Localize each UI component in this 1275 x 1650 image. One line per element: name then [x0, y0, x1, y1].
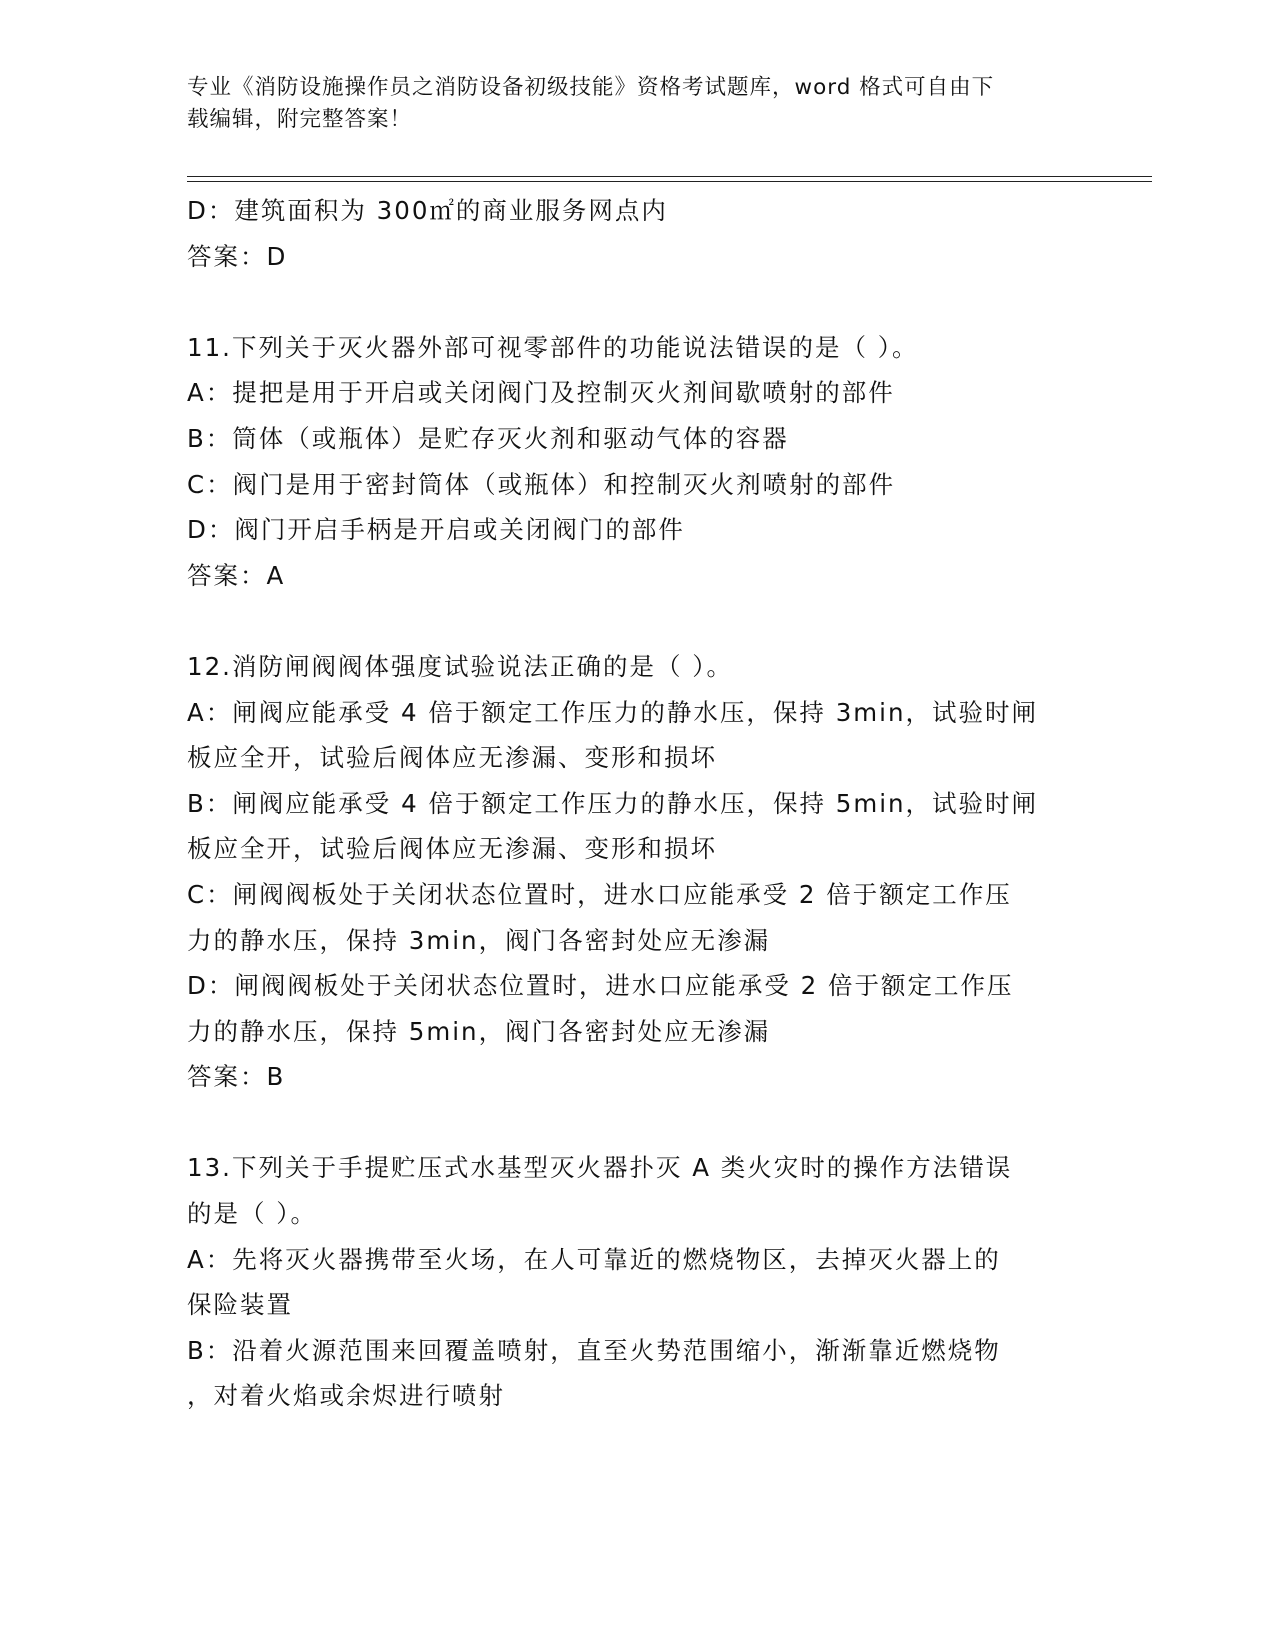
text-line: ，对着火焰或余烬进行喷射 [187, 1381, 505, 1411]
header-line-1: 专业《消防设施操作员之消防设备初级技能》资格考试题库，word 格式可自由下 [187, 75, 995, 100]
text-line: A：先将灭火器携带至火场，在人可靠近的燃烧物区，去掉灭火器上的 [187, 1244, 1001, 1274]
document-header [187, 72, 1087, 136]
paragraph-gap [187, 1100, 1087, 1146]
answer-line: 答案：B [187, 1062, 286, 1092]
text-line: D：阀门开启手柄是开启或关闭阀门的部件 [187, 515, 685, 545]
text-line: B：闸阀应能承受 4 倍于额定工作压力的静水压，保持 5min，试验时闸 [187, 788, 1039, 818]
text-line: A：闸阀应能承受 4 倍于额定工作压力的静水压，保持 3min，试验时闸 [187, 697, 1038, 727]
text-line: 力的静水压，保持 5min，阀门各密封处应无渗漏 [187, 1016, 771, 1046]
text-line: A：提把是用于开启或关闭阀门及控制灭火剂间歇喷射的部件 [187, 378, 895, 408]
text-line: 11.下列关于灭火器外部可视零部件的功能说法错误的是（ ）。 [187, 332, 919, 362]
text-line: 板应全开，试验后阀体应无渗漏、变形和损坏 [187, 834, 717, 864]
text-line: 12.消防闸阀阀体强度试验说法正确的是（ ）。 [187, 651, 733, 681]
paragraph-gap [187, 279, 1087, 325]
document-body [187, 188, 1087, 1419]
text-line: 的是（ ）。 [187, 1199, 318, 1229]
text-line: B：沿着火源范围来回覆盖喷射，直至火势范围缩小，渐渐靠近燃烧物 [187, 1335, 1001, 1365]
text-line: B：筒体（或瓶体）是贮存灭火剂和驱动气体的容器 [187, 423, 789, 453]
text-line: 保险装置 [187, 1290, 293, 1320]
text-line: D：建筑面积为 300㎡的商业服务网点内 [187, 196, 668, 225]
answer-line: 答案：A [187, 560, 286, 590]
paragraph-gap [187, 598, 1087, 644]
answer-line: 答案：D [187, 241, 288, 271]
text-line: 板应全开，试验后阀体应无渗漏、变形和损坏 [187, 743, 717, 773]
text-line: 力的静水压，保持 3min，阀门各密封处应无渗漏 [187, 925, 771, 955]
text-line: 13.下列关于手提贮压式水基型灭火器扑灭 A 类火灾时的操作方法错误 [187, 1153, 1013, 1183]
header-rule-top [187, 176, 1152, 177]
header-rule-bottom [187, 181, 1152, 182]
header-line-2: 载编辑，附完整答案！ [187, 107, 413, 132]
text-line: D：闸阀阀板处于关闭状态位置时，进水口应能承受 2 倍于额定工作压 [187, 971, 1014, 1001]
text-line: C：阀门是用于密封筒体（或瓶体）和控制灭火剂喷射的部件 [187, 469, 896, 499]
text-line: C：闸阀阀板处于关闭状态位置时，进水口应能承受 2 倍于额定工作压 [187, 879, 1012, 909]
